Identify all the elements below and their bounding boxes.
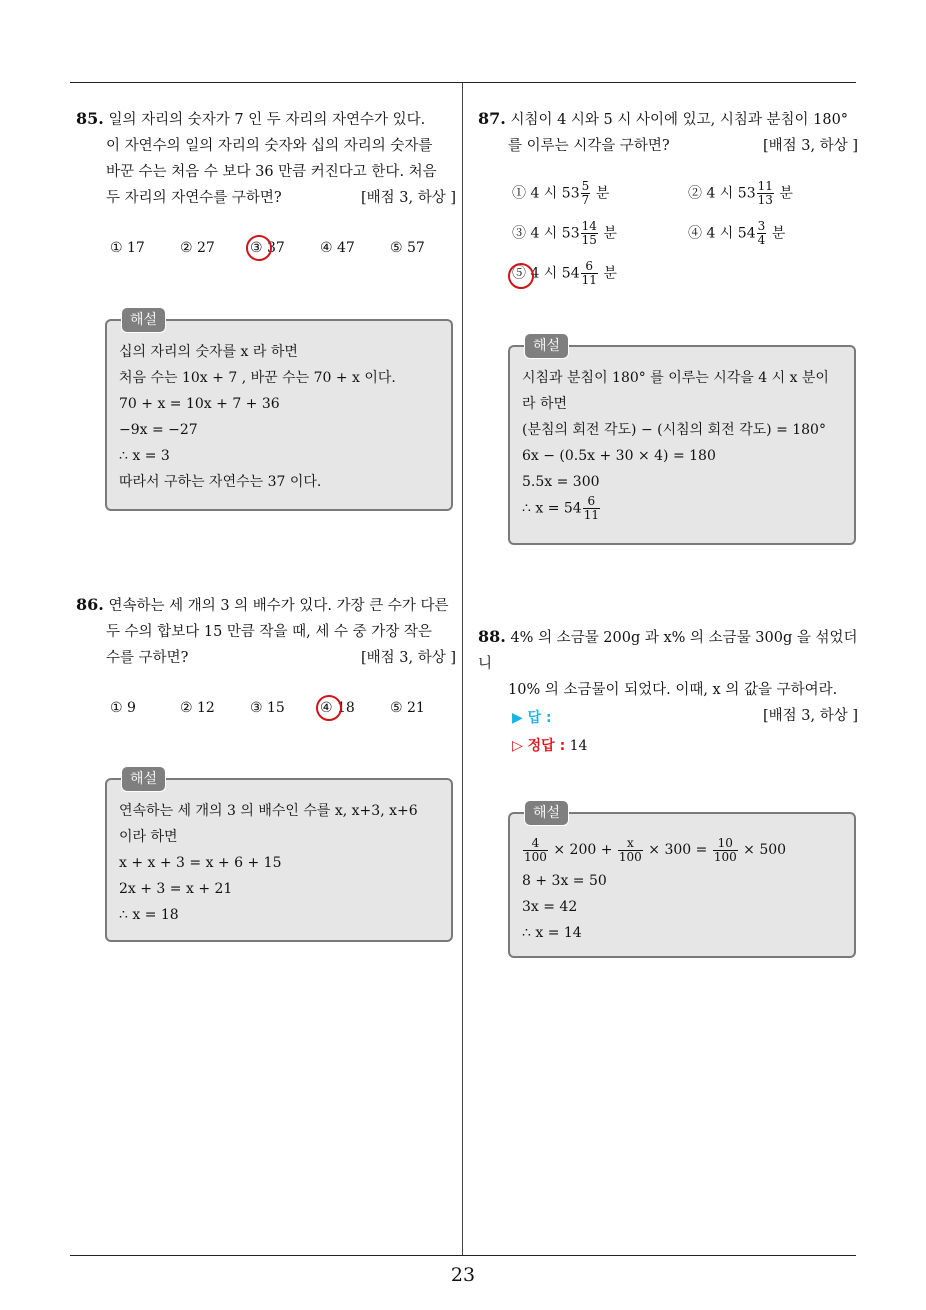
correct-answer-label: ▷ 정답 : bbox=[512, 738, 566, 754]
score-meta: [배점 3, 하상 ] bbox=[762, 708, 858, 724]
solution-line: 십의 자리의 숫자를 x 라 하면 bbox=[119, 344, 298, 360]
solution-line: $\frac{4}{100}$ × 200 + $\frac{x}{100}$ × 300 = $\frac{10}{100}$ × 500 bbox=[524, 835, 787, 864]
choice[interactable]: ⑤ 4 시 54 $\frac{6}{11}$ 분 bbox=[512, 259, 617, 287]
question-85 bbox=[76, 106, 456, 211]
solution-tag: 해설 bbox=[121, 766, 166, 792]
solution-line: x + x + 3 = x + 6 + 15 bbox=[119, 855, 282, 871]
question-text: 를 이루는 시각을 구하면? bbox=[508, 138, 670, 154]
solution-line: 처음 수는 10x + 7 , 바꾼 수는 70 + x 이다. bbox=[119, 370, 396, 386]
choice[interactable]: ① 9 bbox=[110, 700, 136, 716]
question-text: 시침이 4 시와 5 시 사이에 있고, 시침과 분침이 180° bbox=[510, 112, 849, 128]
column-divider bbox=[462, 83, 463, 1255]
question-number: 85. bbox=[76, 109, 104, 128]
solution-box-87 bbox=[508, 338, 856, 545]
choice[interactable]: ② 12 bbox=[180, 700, 215, 716]
choice[interactable]: ② 4 시 53 $\frac{11}{13}$ 분 bbox=[688, 179, 793, 207]
solution-line: 8 + 3x = 50 bbox=[522, 873, 607, 889]
solution-line: 이라 하면 bbox=[119, 829, 178, 845]
choice[interactable]: ⑤ 57 bbox=[390, 240, 425, 256]
solution-line: −9x = −27 bbox=[119, 422, 198, 438]
score-meta: [배점 3, 하상 ] bbox=[360, 650, 456, 666]
bottom-rule bbox=[70, 1255, 856, 1256]
answer-circle-mark bbox=[508, 263, 534, 289]
question-text: 연속하는 세 개의 3 의 배수가 있다. 가장 큰 수가 다른 bbox=[108, 598, 449, 614]
answer-circle-mark bbox=[246, 235, 272, 261]
choice[interactable]: ④ 47 bbox=[320, 240, 355, 256]
solution-line: 6x − (0.5x + 30 × 4) = 180 bbox=[522, 448, 716, 464]
question-text: 이 자연수의 일의 자리의 숫자와 십의 자리의 숫자를 bbox=[106, 138, 433, 154]
question-text: 4% 의 소금물 200g 과 x% 의 소금물 300g 을 섞었더니 bbox=[478, 630, 858, 672]
choice[interactable]: ③ 15 bbox=[250, 700, 285, 716]
question-number: 88. bbox=[478, 627, 506, 646]
top-rule bbox=[70, 82, 856, 83]
solution-line: 5.5x = 300 bbox=[522, 474, 600, 490]
solution-line: ∴ x = 18 bbox=[119, 907, 179, 923]
solution-tag: 해설 bbox=[121, 307, 166, 333]
solution-line: 2x + 3 = x + 21 bbox=[119, 881, 233, 897]
answer-label: ▶ 답 : bbox=[512, 710, 552, 726]
solution-line: 70 + x = 10x + 7 + 36 bbox=[119, 396, 280, 412]
solution-line: 라 하면 bbox=[522, 396, 568, 412]
choice[interactable]: ⑤ 21 bbox=[390, 700, 425, 716]
solution-line: ∴ x = 3 bbox=[119, 448, 170, 464]
solution-line: ∴ x = 14 bbox=[522, 925, 582, 941]
question-text: 두 수의 합보다 15 만큼 작을 때, 세 수 중 가장 작은 bbox=[106, 624, 432, 640]
choice[interactable]: ④ 18 bbox=[320, 700, 355, 716]
solution-box-88 bbox=[508, 805, 856, 958]
solution-line: 연속하는 세 개의 3 의 배수인 수를 x, x+3, x+6 bbox=[119, 803, 418, 819]
correct-answer-value: 14 bbox=[569, 738, 588, 754]
score-meta: [배점 3, 하상 ] bbox=[762, 138, 858, 154]
question-87 bbox=[478, 106, 858, 159]
choice[interactable]: ④ 4 시 54 $\frac{3}{4}$ 분 bbox=[688, 219, 786, 247]
choice[interactable]: ② 27 bbox=[180, 240, 215, 256]
solution-line: 시침과 분침이 180° 를 이루는 시각을 4 시 x 분이 bbox=[522, 370, 829, 386]
solution-line: 따라서 구하는 자연수는 37 이다. bbox=[119, 474, 322, 490]
solution-line: ∴ x = 54 $\frac{6}{11}$ bbox=[522, 494, 599, 522]
solution-tag: 해설 bbox=[524, 333, 569, 359]
choices-87 bbox=[512, 180, 852, 290]
answer-area bbox=[512, 704, 587, 760]
choice[interactable]: ① 4 시 53 $\frac{5}{7}$ 분 bbox=[512, 179, 610, 207]
choices-85 bbox=[110, 238, 450, 258]
answer-circle-mark bbox=[316, 695, 342, 721]
score-meta: [배점 3, 하상 ] bbox=[360, 190, 456, 206]
choice[interactable]: ① 17 bbox=[110, 240, 145, 256]
question-text: 수를 구하면? bbox=[106, 650, 189, 666]
question-text: 바꾼 수는 처음 수 보다 36 만큼 커진다고 한다. 처음 bbox=[106, 164, 437, 180]
solution-line: (분침의 회전 각도) − (시침의 회전 각도) = 180° bbox=[522, 422, 826, 438]
solution-box-85 bbox=[105, 312, 453, 511]
choice[interactable]: ③ 37 bbox=[250, 240, 285, 256]
question-number: 86. bbox=[76, 595, 104, 614]
question-number: 87. bbox=[478, 109, 506, 128]
choice[interactable]: ③ 4 시 53 $\frac{14}{15}$ 분 bbox=[512, 219, 617, 247]
question-text: 일의 자리의 숫자가 7 인 두 자리의 자연수가 있다. bbox=[108, 112, 426, 128]
question-text: 두 자리의 자연수를 구하면? bbox=[106, 190, 282, 206]
question-text: 10% 의 소금물이 되었다. 이때, x 의 값을 구하여라. bbox=[508, 682, 838, 698]
solution-box-86 bbox=[105, 771, 453, 942]
solution-line: 3x = 42 bbox=[522, 899, 578, 915]
page-number: 23 bbox=[450, 1264, 476, 1286]
question-86 bbox=[76, 592, 456, 671]
solution-tag: 해설 bbox=[524, 800, 569, 826]
choices-86 bbox=[110, 698, 450, 718]
